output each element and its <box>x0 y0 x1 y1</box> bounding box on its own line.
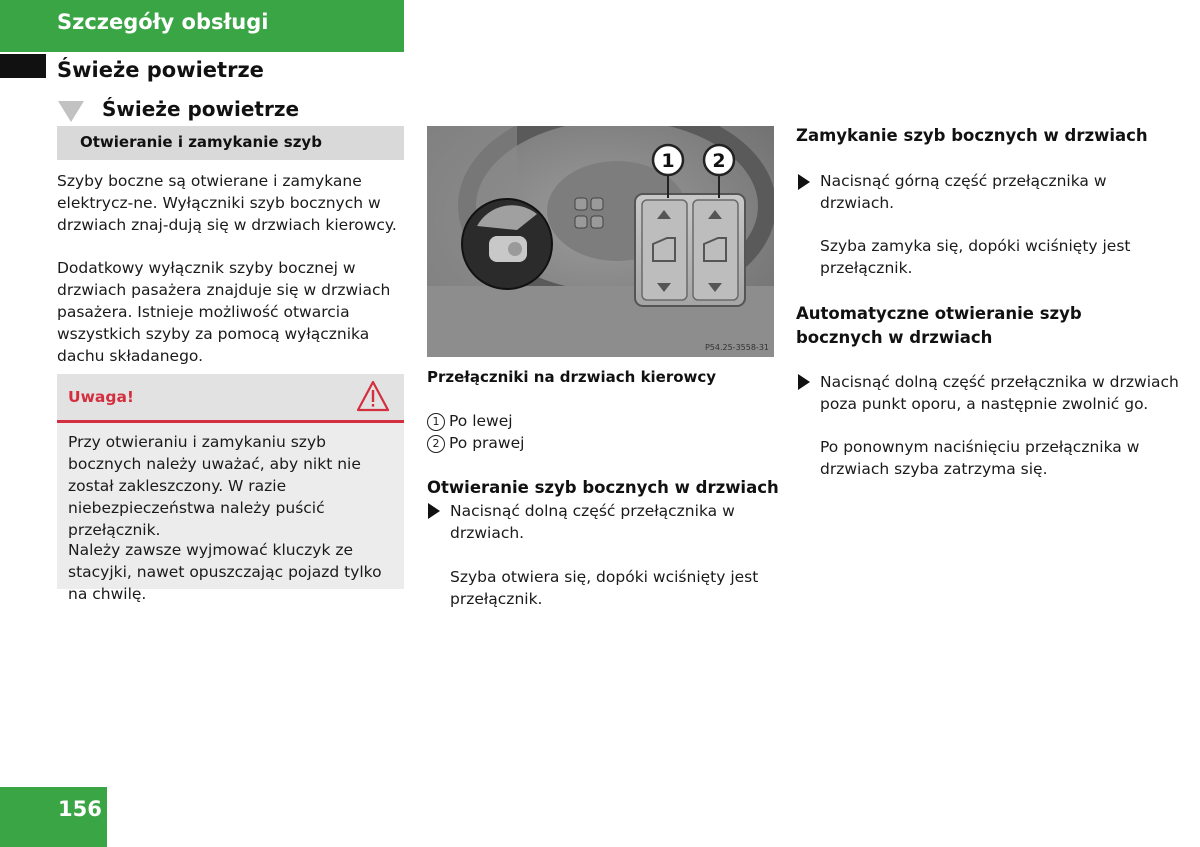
topic-title: Otwieranie i zamykanie szyb <box>80 133 322 151</box>
warning-text-1: Przy otwieraniu i zamykaniu szyb bocznych należy uważać, aby nikt nie został zakleszczony. W razie niebezpieczeństwa należy puścić przełącznik. <box>68 433 361 539</box>
legend-item-2 <box>427 432 524 454</box>
section-marker <box>0 54 46 78</box>
warning-text-2: Należy zawsze wyjmować kluczyk ze stacyjki, nawet opuszczając pojazd tylko na chwilę. <box>68 541 382 603</box>
sub-title: Świeże powietrze <box>102 97 300 121</box>
close-note: Szyba zamyka się, dopóki wciśnięty jest przełącznik. <box>820 237 1131 277</box>
topic-bar <box>57 126 404 160</box>
callout-1: 1 <box>661 150 675 172</box>
door-switch-photo <box>427 126 774 357</box>
step-arrow-icon <box>798 174 810 190</box>
step-arrow-icon <box>798 374 810 390</box>
passenger-paragraph: Dodatkowy wyłącznik szyby bocznej w drzwiach pasażera znajduje się w drzwiach pasażera. Istnieje możliwość otwarcia wszystkich szyby za pomocą wyłącznika dachu składanego. <box>57 259 391 365</box>
triangle-icon <box>58 101 84 122</box>
step-arrow-icon <box>428 503 440 519</box>
legend-item-1 <box>427 410 513 432</box>
warning-triangle-icon <box>356 380 390 412</box>
intro-paragraph: Szyby boczne są otwierane i zamykane elektrycz-ne. Wyłączniki szyb bocznych w drzwiach znaj-dują się w drzwiach kierowcy. <box>57 172 397 234</box>
open-step: Nacisnąć dolną część przełącznika w drzwiach. <box>450 502 735 542</box>
open-windows-heading: Otwieranie szyb bocznych w drzwiach <box>427 478 779 497</box>
legend-num-1: 1 <box>427 413 445 431</box>
page-number-box <box>0 787 107 847</box>
close-windows-heading: Zamykanie szyb bocznych w drzwiach <box>796 126 1148 145</box>
section-title: Świeże powietrze <box>57 58 264 82</box>
auto-open-step: Nacisnąć dolną część przełącznika w drzwiach poza punkt oporu, a następnie zwolnić go. <box>820 373 1179 413</box>
auto-open-note: Po ponownym naciśnięciu przełącznika w drzwiach szyba zatrzyma się. <box>820 438 1140 478</box>
chapter-title: Szczegóły obsługi <box>57 10 269 34</box>
legend-text-2: Po prawej <box>449 434 525 452</box>
chapter-tab <box>0 0 404 52</box>
open-note: Szyba otwiera się, dopóki wciśnięty jest przełącznik. <box>450 568 759 608</box>
page-number: 156 <box>58 797 102 821</box>
auto-open-heading: Automatyczne otwieranie szyb bocznych w drzwiach <box>796 304 1082 347</box>
legend-text-1: Po lewej <box>449 412 513 430</box>
close-step: Nacisnąć górną część przełącznika w drzwiach. <box>820 172 1107 212</box>
figure-caption: Przełączniki na drzwiach kierowcy <box>427 368 717 386</box>
callout-2: 2 <box>712 150 726 172</box>
warning-header <box>57 374 404 423</box>
figure-code: P54.25-3558-31 <box>704 343 769 352</box>
warning-body <box>57 423 404 603</box>
warning-label: Uwaga! <box>68 388 134 406</box>
legend-num-2: 2 <box>427 435 445 453</box>
